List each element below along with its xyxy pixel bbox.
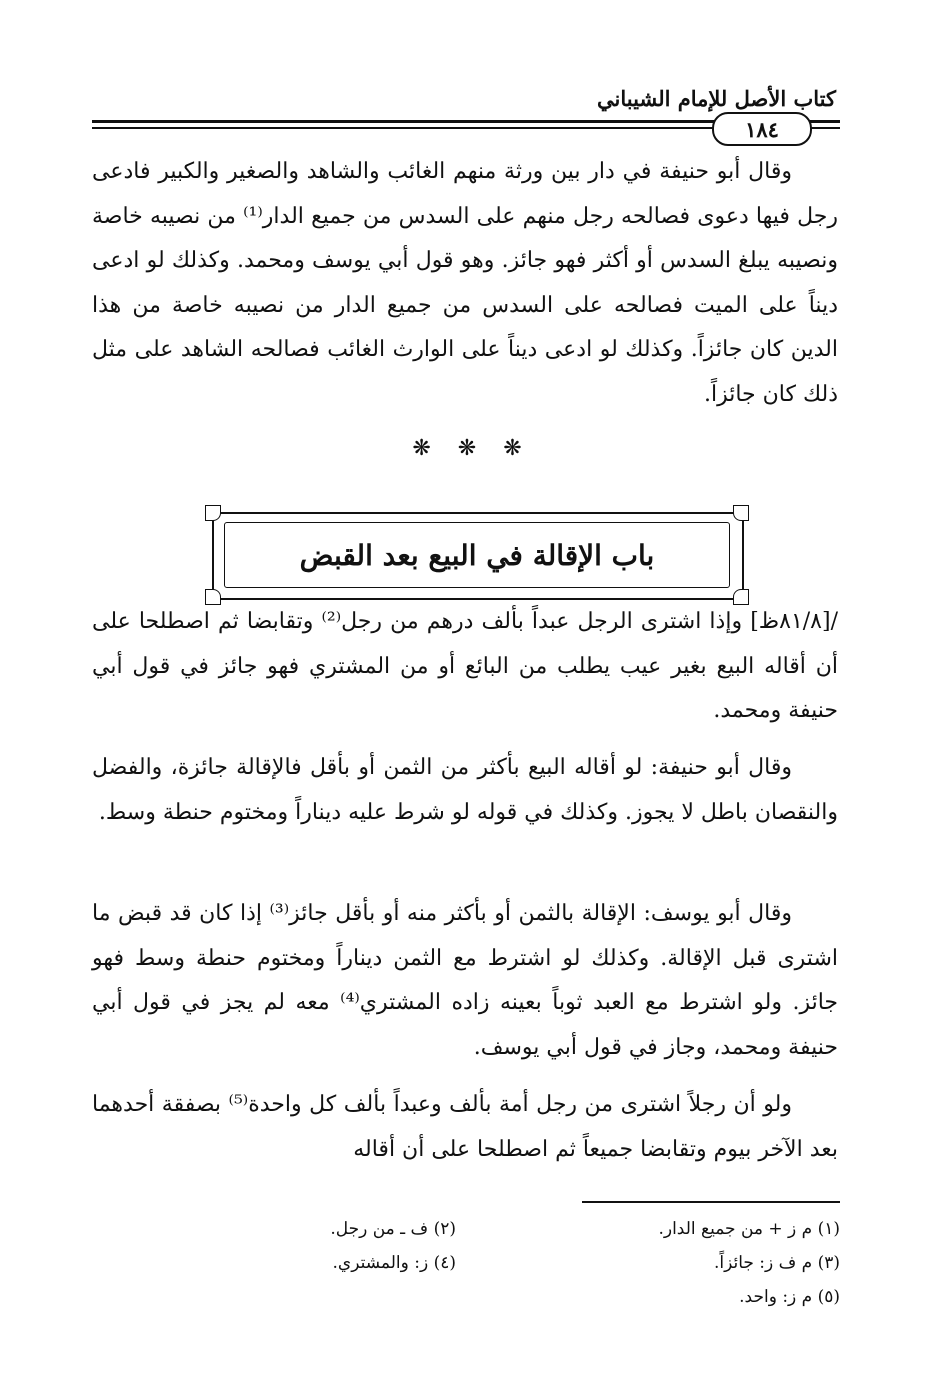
frame-corner-ornament (205, 505, 221, 521)
paragraph-2: /[٨١/٨ظ] وإذا اشترى الرجل عبداً بألف درهم من رجل⁽²⁾ وتقابضا ثم اصطلحا على أن أقاله البيع بغير عيب يطلب من البائع أو من المشتري فهو جائز في قول أبي حنيفة ومحمد. (92, 609, 838, 723)
footnote-2: (٢) ف ـ من رجل. (330, 1219, 456, 1239)
page-number: ١٨٤ (712, 112, 812, 146)
running-title: كتاب الأصل للإمام الشيباني (597, 86, 836, 111)
section-separator: ❋ ❋ ❋ (412, 436, 532, 461)
paragraph-1: وقال أبو حنيفة في دار بين ورثة منهم الغائب والشاهد والصغير والكبير فادعى رجل فيها دعوى فصالحه رجل منهم على السدس من جميع الدار⁽¹⁾ من نصيبه خاصة ونصيبه يبلغ السدس أو أكثر فهو جائز. وهو قول أبي يوسف ومحمد. وكذلك لو ادعى ديناً على الميت فصالحه على السدس من جميع الدار من نصيبه خاصة من هذا الدين كان جائزاً. وكذلك لو ادعى ديناً على الوارث الغائب فصالحه الشاهد على مثل ذلك كان جائزاً. (92, 159, 839, 407)
chapter-heading-box (224, 522, 730, 588)
footnote-4: (٤) ز: والمشتري. (332, 1253, 456, 1273)
footnote-rule (582, 1201, 840, 1203)
paragraph-5: ولو أن رجلاً اشترى من رجل أمة بألف وعبداً بألف كل واحدة⁽⁵⁾ بصفقة أحدهما بعد الآخر بيوم وتقابضا جميعاً ثم اصطلحا على أن أقاله (92, 1092, 838, 1162)
footnote-3: (٣) م ف ز: جائزاً. (713, 1253, 840, 1273)
paragraph-3: وقال أبو حنيفة: لو أقاله البيع بأكثر من الثمن أو بأقل فالإقالة جائزة، والفضل والنقصان باطل لا يجوز. وكذلك في قوله لو شرط عليه ديناراً ومختوم حنطة وسط. (92, 755, 838, 825)
paragraph-4: وقال أبو يوسف: الإقالة بالثمن أو بأكثر منه أو بأقل جائز⁽³⁾ إذا كان قد قبض ما اشترى قبل الإقالة. وكذلك لو اشترط مع الثمن ديناراً ومختوم حنطة وسط فهو جائز. ولو اشترط مع العبد ثوباً بعينه زاده المشتري⁽⁴⁾ معه لم يجز في قول أبي حنيفة ومحمد، وجاز في قول أبي يوسف. (92, 901, 839, 1060)
frame-corner-ornament (733, 505, 749, 521)
footnote-5: (٥) م ز: واحد. (739, 1287, 840, 1307)
footnote-1: (١) م ز + من جميع الدار. (658, 1219, 840, 1239)
chapter-title: باب الإقالة في البيع بعد القبض (299, 538, 655, 572)
